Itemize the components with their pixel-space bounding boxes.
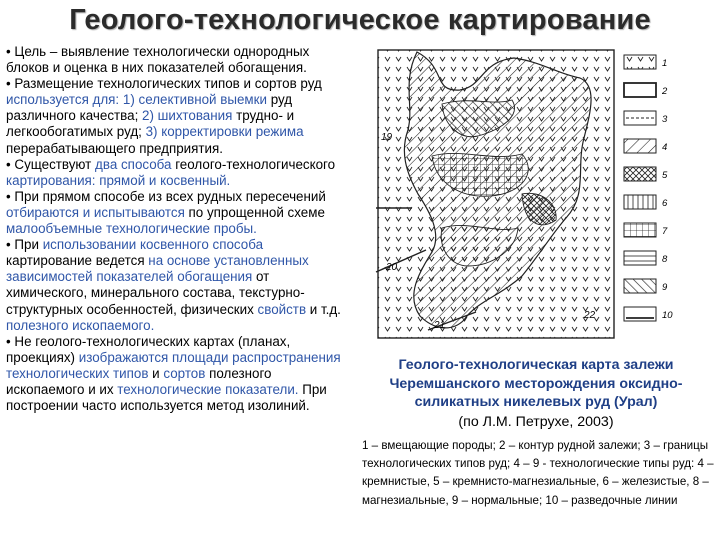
legend-number-5: 5 bbox=[662, 170, 668, 181]
highlighted-text: сортов bbox=[163, 365, 206, 381]
legend-number-1: 1 bbox=[662, 58, 668, 69]
highlighted-text: технологические показатели. bbox=[117, 381, 299, 397]
bullet-item bbox=[6, 157, 344, 189]
legend-swatch-3 bbox=[624, 111, 656, 125]
bullet-item bbox=[6, 76, 344, 156]
highlighted-text: свойств bbox=[257, 301, 307, 317]
map-author: (по Л.М. Петрухе, 2003) bbox=[458, 414, 614, 430]
bullet-item bbox=[6, 189, 344, 237]
legend-number-8: 8 bbox=[662, 254, 668, 265]
legend-number-7: 7 bbox=[662, 226, 668, 237]
legend-swatch-10 bbox=[624, 307, 656, 321]
section-label-21: 21 bbox=[434, 320, 446, 331]
legend-number-6: 6 bbox=[662, 198, 668, 209]
bullet-text: • При bbox=[6, 237, 43, 253]
bullet-text: • Размещение технологических типов и сортов руд bbox=[6, 76, 322, 92]
bullet-text: трудно- и легкообогатимых руд; bbox=[6, 108, 295, 140]
legend-number-4: 4 bbox=[662, 142, 668, 153]
highlighted-text: 3) корректировки режима bbox=[145, 124, 304, 140]
bullet-text: • Существуют bbox=[6, 156, 96, 172]
legend-swatch-4 bbox=[624, 139, 656, 153]
bullet-text: • Цель – выявление технологически однородных блоков и оценка в них показателей обогащения. bbox=[6, 44, 310, 76]
bullet-text: и bbox=[148, 365, 164, 381]
bullet-item bbox=[6, 237, 344, 334]
legend-number-9: 9 bbox=[662, 282, 668, 293]
bullet-item bbox=[6, 334, 344, 414]
map-legend bbox=[624, 55, 673, 321]
legend-swatch-9 bbox=[624, 279, 656, 293]
highlighted-text: изображаются площади распространения технологических типов bbox=[6, 349, 341, 381]
highlighted-text: на основе установленных зависимостей показателей обогащения bbox=[6, 253, 309, 285]
bullet-text: геолого-технологического bbox=[171, 156, 336, 172]
bullet-text: • При прямом способе из всех рудных пересечений bbox=[6, 188, 326, 204]
legend-swatch-5 bbox=[624, 167, 656, 181]
bullet-text: руд различного качества; bbox=[6, 92, 293, 124]
section-label-20: 20 bbox=[386, 262, 398, 273]
geological-map bbox=[372, 44, 714, 344]
legend-number-3: 3 bbox=[662, 114, 668, 125]
bullet-text: полезного ископаемого и их bbox=[6, 365, 272, 397]
highlighted-text: использовании косвенного способа bbox=[42, 237, 264, 253]
highlighted-text: два способа bbox=[95, 156, 172, 172]
bullet-text: от химического, минерального состава, текстурно-структурных особенностей, физических bbox=[6, 269, 305, 317]
legend-swatch-6 bbox=[624, 195, 656, 209]
highlighted-text: полезного ископаемого. bbox=[6, 317, 155, 333]
bullet-text: и т.д. bbox=[306, 301, 341, 317]
bullet-text: • Не геолого-технологических картах (планах, проекциях) bbox=[6, 333, 291, 365]
highlighted-text: отбираются и испытываются bbox=[6, 204, 185, 220]
section-label-22: 22 bbox=[584, 310, 596, 321]
legend-swatch-1 bbox=[624, 55, 656, 69]
legend-number-2: 2 bbox=[662, 86, 668, 97]
slide-title: Геолого-технологическое картирование bbox=[69, 4, 651, 36]
legend-description: 1 – вмещающие породы; 2 – контур рудной залежи; 3 – границы технологических типов руд; 4 – 9 - технологические типы руд: 4 – кремнистые, 5 – кремнисто-магнезиальные, 6 – железистые, 8 – магнезиальные, 9 – нормальные; 10 – разведочные линии bbox=[362, 439, 714, 507]
bullet-text: картирование ведется bbox=[6, 253, 149, 269]
bullet-list bbox=[6, 44, 344, 414]
legend-swatch-2 bbox=[624, 83, 656, 97]
map-caption: Геолого-технологическая карта залежи Черемшанского месторождения оксидно-силикатных никелевых руд (Урал) bbox=[389, 357, 683, 410]
section-label-19: 19 bbox=[381, 132, 393, 143]
highlighted-text: 2) шихтования bbox=[142, 108, 233, 124]
legend-number-10: 10 bbox=[662, 310, 673, 321]
highlighted-text: малообъемные технологические пробы. bbox=[6, 221, 257, 237]
highlighted-text: картирования: прямой и косвенный. bbox=[6, 172, 231, 188]
highlighted-text: используется для: 1) селективной выемки bbox=[6, 92, 267, 108]
bullet-item bbox=[6, 44, 344, 76]
bullet-text: При построении часто используется метод изолиний. bbox=[6, 381, 327, 414]
bullet-text: перерабатывающего предприятия. bbox=[6, 140, 223, 156]
legend-swatch-8 bbox=[624, 251, 656, 265]
legend-swatch-7 bbox=[624, 223, 656, 237]
bullet-text: по упрощенной схеме bbox=[184, 204, 325, 220]
